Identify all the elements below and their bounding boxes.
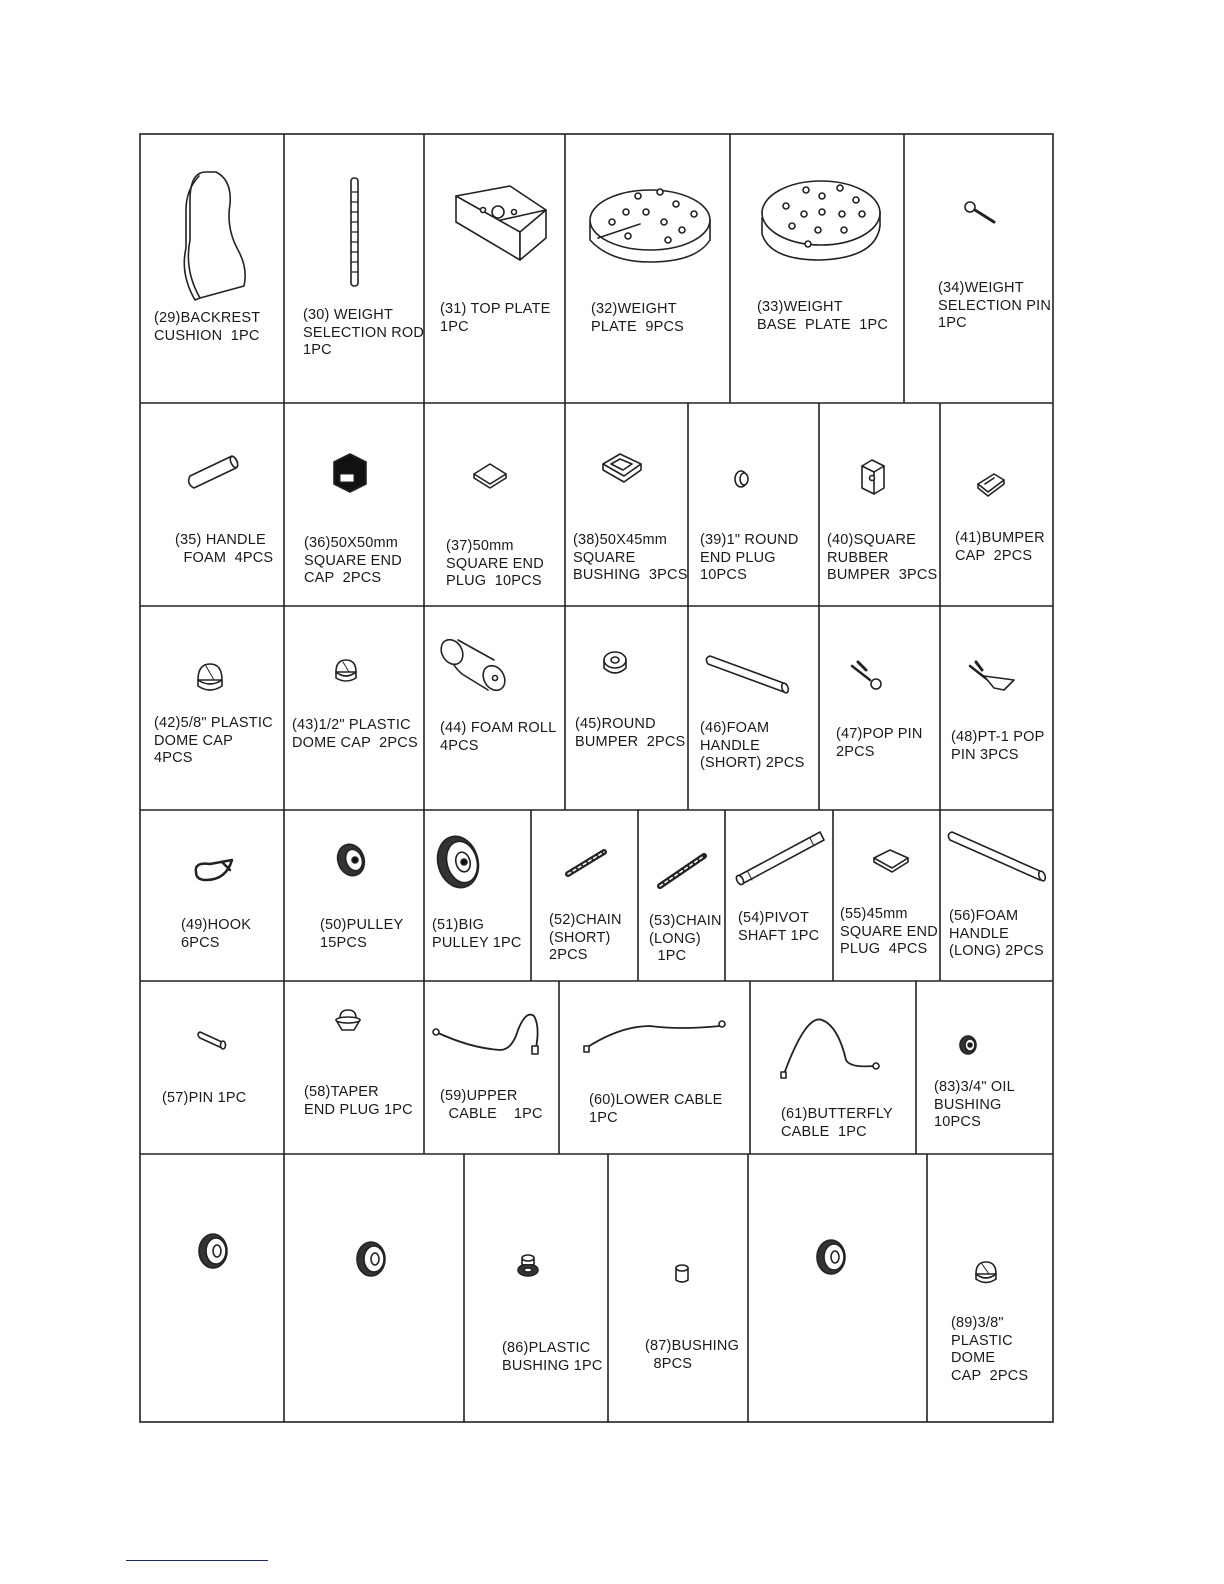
label-59: (59)UPPER CABLE 1PC — [440, 1088, 543, 1122]
label-32: (32)WEIGHT PLATE 9PCS — [591, 301, 684, 335]
label-57: (57)PIN 1PC — [162, 1090, 247, 1106]
part-cell-p48 — [940, 606, 1053, 810]
part-cell-p47 — [819, 606, 940, 810]
label-55: (55)45mm SQUARE END PLUG 4PCS — [840, 906, 938, 957]
part-cell-p87 — [608, 1154, 748, 1422]
part-cell-p44 — [424, 606, 565, 810]
label-60: (60)LOWER CABLE 1PC — [589, 1092, 723, 1126]
label-47: (47)POP PIN 2PCS — [836, 726, 923, 760]
part-cell-p57 — [140, 981, 284, 1154]
label-54: (54)PIVOT SHAFT 1PC — [738, 910, 820, 944]
part-cell-p45 — [565, 606, 688, 810]
label-30: (30) WEIGHT SELECTION ROD 1PC — [303, 307, 425, 358]
label-42: (42)5/8" PLASTIC DOME CAP 4PCS — [154, 715, 273, 766]
label-37: (37)50mm SQUARE END PLUG 10PCS — [446, 538, 544, 589]
label-38: (38)50X45mm SQUARE BUSHING 3PCS — [573, 532, 688, 583]
label-36: (36)50X50mm SQUARE END CAP 2PCS — [304, 535, 402, 586]
label-35: (35) HANDLE FOAM 4PCS — [175, 532, 274, 566]
part-cell-p42 — [140, 606, 284, 810]
label-29: (29)BACKREST CUSHION 1PC — [154, 310, 261, 344]
part-cell-p32 — [565, 134, 730, 403]
label-40: (40)SQUARE RUBBER BUMPER 3PCS — [827, 532, 938, 583]
label-33: (33)WEIGHT BASE PLATE 1PC — [757, 299, 889, 333]
label-43: (43)1/2" PLASTIC DOME CAP 2PCS — [292, 717, 418, 751]
label-52: (52)CHAIN (SHORT) 2PCS — [549, 912, 622, 963]
label-49: (49)HOOK 6PCS — [181, 917, 252, 951]
part-cell-p31 — [424, 134, 565, 403]
part-cell-p46 — [688, 606, 819, 810]
part-cell-p86 — [464, 1154, 608, 1422]
part-cell-p85 — [284, 1154, 464, 1422]
label-61: (61)BUTTERFLY CABLE 1PC — [781, 1106, 893, 1140]
label-51: (51)BIG PULLEY 1PC — [432, 917, 522, 951]
label-58: (58)TAPER END PLUG 1PC — [304, 1084, 413, 1118]
part-cell-p60 — [559, 981, 750, 1154]
label-39: (39)1" ROUND END PLUG 10PCS — [700, 532, 799, 583]
part-cell-p30 — [284, 134, 424, 403]
label-45: (45)ROUND BUMPER 2PCS — [575, 716, 686, 750]
part-cell-p51 — [424, 810, 531, 981]
label-56: (56)FOAM HANDLE (LONG) 2PCS — [949, 908, 1044, 959]
label-53: (53)CHAIN (LONG) 1PC — [649, 913, 722, 964]
label-34: (34)WEIGHT SELECTION PIN 1PC — [938, 280, 1051, 331]
part-cell-p88 — [748, 1154, 927, 1422]
part-cell-p29 — [140, 134, 284, 403]
label-83: (83)3/4" OIL BUSHING 10PCS — [934, 1079, 1015, 1130]
part-cell-p84 — [140, 1154, 284, 1422]
label-44: (44) FOAM ROLL 4PCS — [440, 720, 557, 754]
part-cell-p35 — [140, 403, 284, 606]
part-cell-p41 — [940, 403, 1053, 606]
part-cell-p50 — [284, 810, 424, 981]
part-cell-p33 — [730, 134, 904, 403]
part-cell-p59 — [424, 981, 559, 1154]
part-cell-p58 — [284, 981, 424, 1154]
label-46: (46)FOAM HANDLE (SHORT) 2PCS — [700, 720, 805, 771]
label-41: (41)BUMPER CAP 2PCS — [955, 530, 1045, 564]
label-48: (48)PT-1 POP PIN 3PCS — [951, 729, 1045, 763]
label-89: (89)3/8" PLASTIC DOME CAP 2PCS — [951, 1315, 1029, 1384]
part-cell-p54 — [725, 810, 833, 981]
footer-rule — [126, 1560, 268, 1561]
label-31: (31) TOP PLATE 1PC — [440, 301, 551, 335]
label-50: (50)PULLEY 15PCS — [320, 917, 404, 951]
label-87: (87)BUSHING 8PCS — [645, 1338, 740, 1372]
label-86: (86)PLASTIC BUSHING 1PC — [502, 1340, 603, 1374]
part-cell-p34 — [904, 134, 1053, 403]
part-cell-p49 — [140, 810, 284, 981]
part-cell-p43 — [284, 606, 424, 810]
